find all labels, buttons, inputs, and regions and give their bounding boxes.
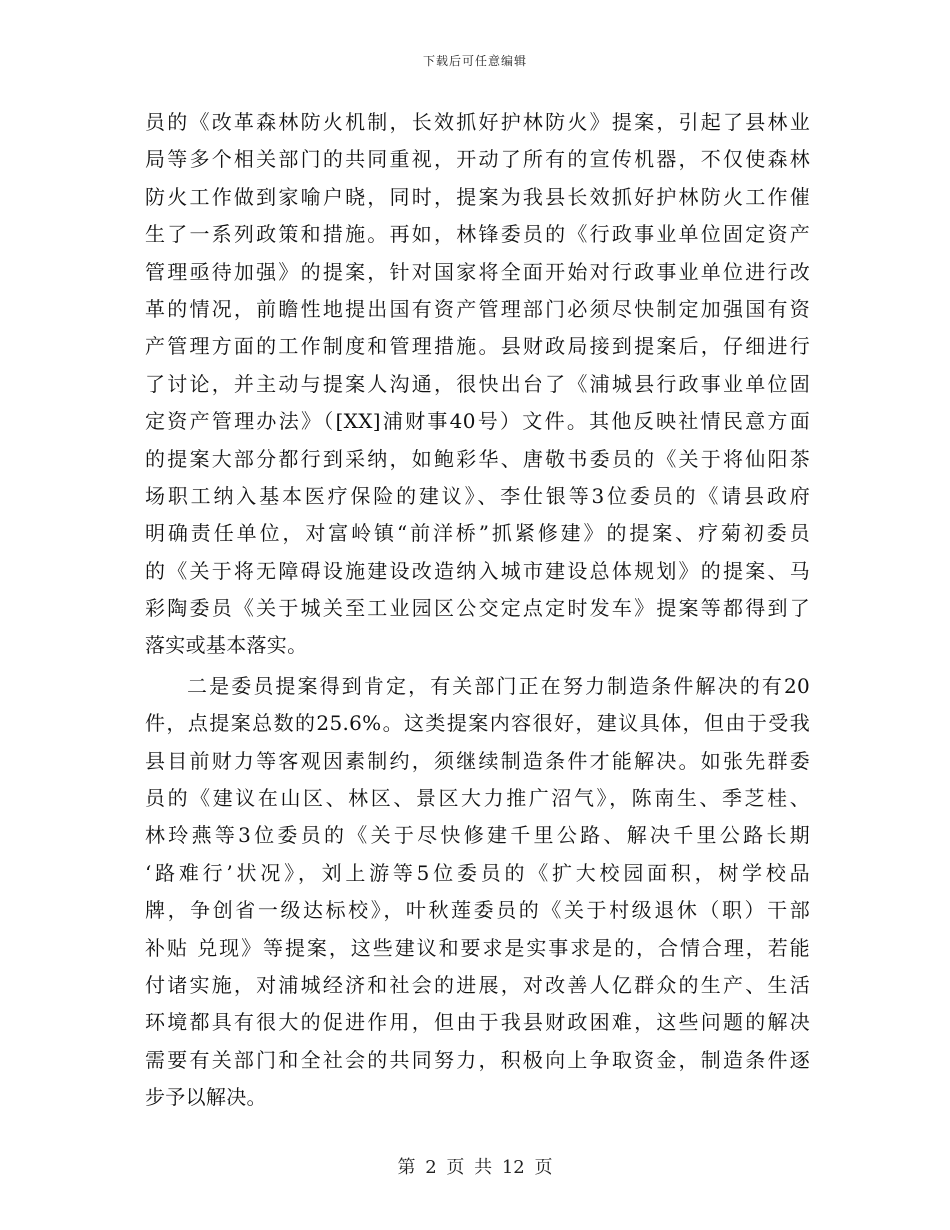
paragraph-2 bbox=[145, 668, 810, 1117]
paragraph-1 bbox=[145, 104, 810, 665]
text-line: 革的情况，前瞻性地提出国有资产管理部门必须尽快制定加强国有资 bbox=[145, 296, 810, 321]
text-line: 明确责任单位，对富岭镇“前洋桥”抓紧修建》的提案、疗菊初委员 bbox=[145, 521, 810, 546]
text-line: 了讨论，并主动与提案人沟通，很快出台了《浦城县行政事业单位固 bbox=[145, 371, 810, 396]
text-line: 场职工纳入基本医疗保险的建议》、李仕银等3位委员的《请县政府 bbox=[145, 483, 810, 508]
text-line: 员的《改革森林防火机制，长效抓好护林防火》提案，引起了县林业 bbox=[145, 110, 810, 134]
text-line: 彩陶委员《关于城关至工业园区公交定点定时发车》提案等都得到了 bbox=[145, 596, 810, 621]
text-line: 定资产管理办法》（[XX]浦财事40号）文件。其他反映社情民意方面 bbox=[145, 409, 810, 434]
page-header: 下载后可任意编辑 bbox=[422, 54, 527, 68]
text-line: 的《关于将无障碍设施建设改造纳入城市建设总体规划》的提案、马 bbox=[145, 558, 810, 583]
text-line: 防火工作做到家喻户晓，同时，提案为我县长效抓好护林防火工作催 bbox=[145, 184, 810, 209]
page-footer: 第 2 页 共 12 页 bbox=[397, 1157, 553, 1178]
text-line: 环境都具有很大的促进作用，但由于我县财政困难，这些问题的解决 bbox=[145, 1010, 810, 1035]
text-line: 林玲燕等3位委员的《关于尽快修建千里公路、解决千里公路长期 bbox=[145, 823, 810, 848]
text-line: 产管理方面的工作制度和管理措施。县财政局接到提案后，仔细进行 bbox=[145, 334, 810, 359]
text-line: 县目前财力等客观因素制约，须继续制造条件才能解决。如张先群委 bbox=[145, 748, 810, 773]
text-line: 员的《建议在山区、林区、景区大力推广沼气》，陈南生、季芝桂、 bbox=[145, 786, 810, 811]
text-line: 的提案大部分都行到采纳，如鲍彩华、唐敬书委员的《关于将仙阳茶 bbox=[145, 446, 810, 471]
text-line: 付诸实施，对浦城经济和社会的进展，对改善人亿群众的生产、生活 bbox=[145, 972, 810, 997]
text-line: ‘路难行’状况》，刘上游等5位委员的《扩大校园面积，树学校品 bbox=[145, 860, 810, 885]
text-line: 落实或基本落实。 bbox=[145, 633, 308, 658]
text-line: 生了一系列政策和措施。再如，林锋委员的《行政事业单位固定资产 bbox=[145, 222, 810, 247]
text-line: 牌，争创省一级达标校》，叶秋莲委员的《关于村级退休（职）干部 bbox=[145, 898, 810, 923]
text-line: 二是委员提案得到肯定，有关部门正在努力制造条件解决的有20 bbox=[187, 673, 810, 698]
text-line: 补贴 兑现》等提案，这些建议和要求是实事求是的，合情合理，若能 bbox=[145, 935, 810, 960]
text-line: 局等多个相关部门的共同重视，开动了所有的宣传机器，不仅使森林 bbox=[145, 147, 810, 172]
text-line: 管理亟待加强》的提案，针对国家将全面开始对行政事业单位进行改 bbox=[145, 259, 810, 284]
text-line: 需要有关部门和全社会的共同努力，积极向上争取资金，制造条件逐 bbox=[145, 1047, 810, 1072]
text-line: 步予以解决。 bbox=[145, 1085, 267, 1110]
document-body bbox=[145, 104, 810, 1117]
text-line: 件，点提案总数的25.6%。这类提案内容很好，建议具体，但由于受我 bbox=[145, 711, 810, 736]
